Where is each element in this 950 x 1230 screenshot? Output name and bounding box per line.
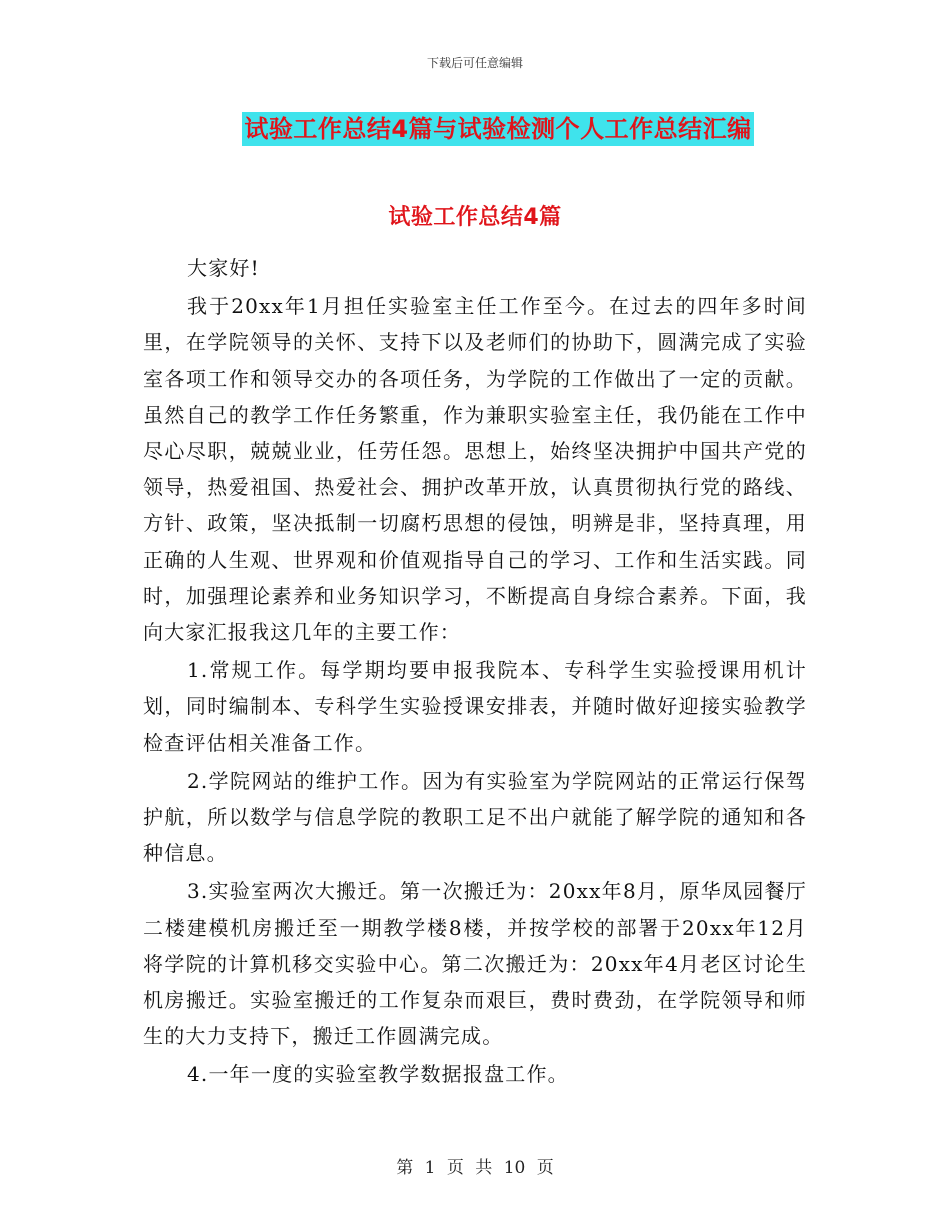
paragraph-intro: 我于20xx年1月担任实验室主任工作至今。在过去的四年多时间里，在学院领导的关怀、支持下以及老师们的协助下，圆满完成了实验室各项工作和领导交办的各项任务，为学院的工作做出了一定的贡献。虽然自己的教学工作任务繁重，作为兼职实验室主任，我仍能在工作中尽心尽职，兢兢业业，任劳任怨。思想上，始终坚决拥护中国共产党的领导，热爱祖国、热爱社会、拥护改革开放，认真贯彻执行党的路线、方针、政策，坚决抵制一切腐朽思想的侵蚀，明辨是非，坚持真理，用正确的人生观、世界观和价值观指导自己的学习、工作和生活实践。同时，加强理论素养和业务知识学习，不断提高自身综合素养。下面，我向大家汇报我这几年的主要工作： [143,294,807,645]
section-title: 试验工作总结4篇 [388,205,562,230]
paragraph-lab-relocation: 3.实验室两次大搬迁。第一次搬迁为：20xx年8月，原华凤园餐厅二楼建模机房搬迁至一期教学楼8楼，并按学校的部署于20xx年12月将学院的计算机移交实验中心。第二次搬迁为：20xx年4月老区讨论生机房搬迁。实验室搬迁的工作复杂而艰巨，费时费劲，在学院领导和师生的大力支持下，搬迁工作圆满完成。 [143,879,808,1049]
page-footer: 第 1 页 共 10 页 [396,1158,554,1178]
main-title-container [0,112,950,146]
paragraph-routine-work: 1.常规工作。每学期均要申报我院本、专科学生实验授课用机计划，同时编制本、专科学生实验授课安排表，并随时做好迎接实验教学检查评估相关准备工作。 [143,658,807,755]
paragraph-website-maintenance: 2.学院网站的维护工作。因为有实验室为学院网站的正常运行保驾护航，所以数学与信息学院的教职工足不出户就能了解学院的通知和各种信息。 [143,768,807,866]
document-body [143,250,807,1095]
main-title: 试验工作总结4篇与试验检测个人工作总结汇编 [242,112,753,146]
header-note: 下载后可任意编辑 [426,56,523,70]
greeting: 大家好! [187,256,260,280]
paragraph-data-reporting: 4.一年一度的实验室教学数据报盘工作。 [187,1062,569,1087]
